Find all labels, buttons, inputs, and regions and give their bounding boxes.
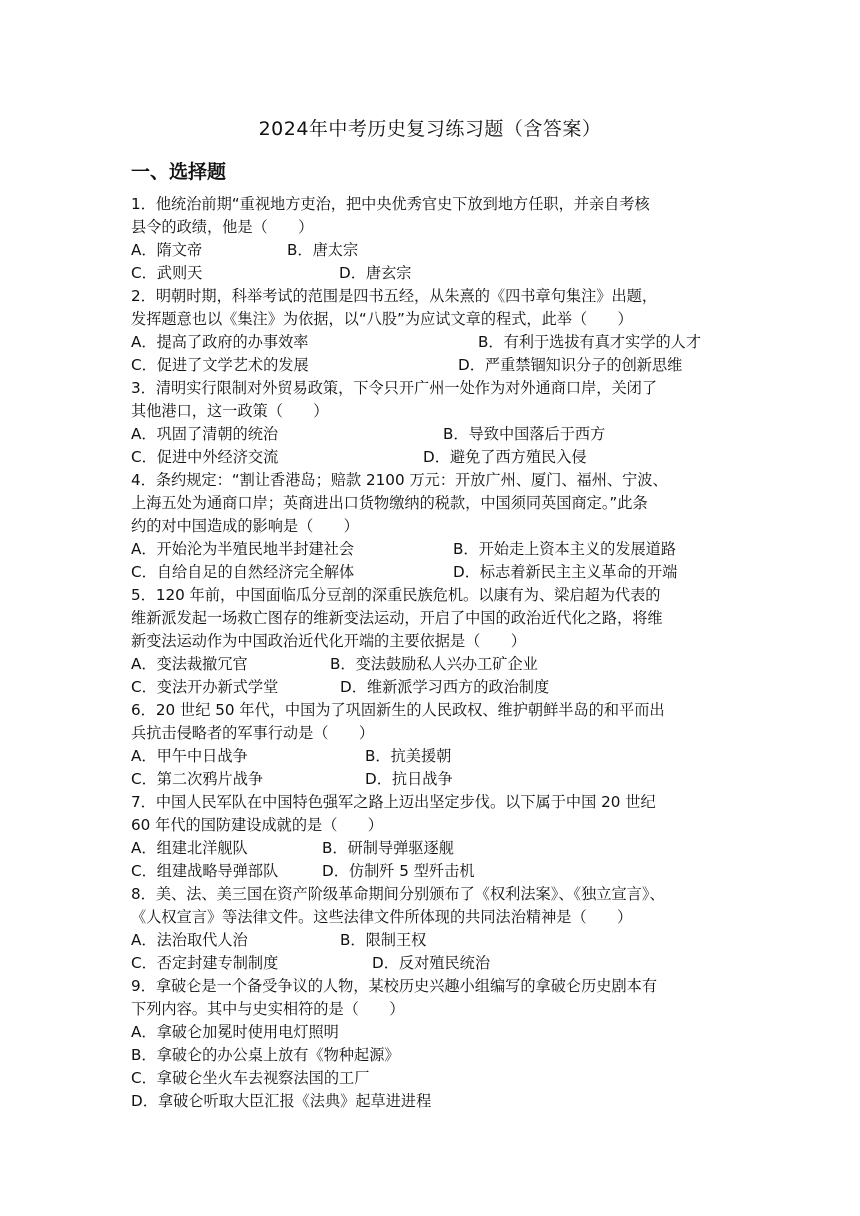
option-row (131, 745, 731, 768)
question-3 (131, 377, 731, 469)
option-row (131, 860, 731, 883)
option-d: D．标志着新民主主义革命的开端 (453, 563, 678, 581)
option-b: B．有利于选拔有真才实学的人才 (478, 333, 702, 351)
question-9 (131, 975, 731, 1113)
option-c: C．拿破仑坐火车去视察法国的工厂 (131, 1069, 370, 1087)
option-a: A．隋文帝 (131, 241, 203, 259)
question-stem: 9．拿破仑是一个备受争议的人物，某校历史兴趣小组编写的拿破仑历史剧本有 (131, 977, 658, 995)
question-stem: 下列内容。其中与史实相符的是（ ） (131, 1000, 405, 1018)
option-d: D．抗日战争 (365, 770, 453, 788)
question-stem: 县令的政绩，他是（ ） (131, 218, 314, 236)
option-d: D．严重禁锢知识分子的创新思维 (458, 356, 683, 374)
question-2 (131, 285, 731, 377)
option-a: A．法治取代人治 (131, 931, 248, 949)
option-c: C．武则天 (131, 264, 203, 282)
option-b: B．研制导弹驱逐舰 (322, 839, 454, 857)
option-row (131, 423, 731, 446)
option-a: A．甲午中日战争 (131, 747, 248, 765)
option-c: C．促进中外经济交流 (131, 448, 279, 466)
option-c: C．自给自足的自然经济完全解体 (131, 563, 355, 581)
option-row (131, 929, 731, 952)
option-d: D．仿制歼 5 型歼击机 (322, 862, 475, 880)
option-d: D．避免了西方殖民入侵 (423, 448, 587, 466)
question-stem: 4．条约规定：“割让香港岛；赔款 2100 万元：开放广州、厦门、福州、宁波、 (131, 471, 668, 489)
option-row (131, 331, 731, 354)
question-stem: 6．20 世纪 50 年代，中国为了巩固新生的人民政权、维护朝鲜半岛的和平而出 (131, 701, 665, 719)
option-row (131, 561, 731, 584)
question-stem: 发挥题意也以《集注》为依据，以“八股”为应试文章的程式，此举（ ） (131, 310, 633, 328)
question-stem: 1．他统治前期“重视地方吏治，把中央优秀官史下放到地方任职，并亲自考核 (131, 195, 650, 213)
option-row (131, 446, 731, 469)
option-a: A．开始沦为半殖民地半封建社会 (131, 540, 355, 558)
option-d: D．维新派学习西方的政治制度 (340, 678, 550, 696)
option-row (131, 354, 731, 377)
option-c: C．组建战略导弹部队 (131, 862, 279, 880)
option-b: B．拿破仑的办公桌上放有《物种起源》 (131, 1046, 400, 1064)
option-a: A．组建北洋舰队 (131, 839, 248, 857)
option-b: B．抗美援朝 (365, 747, 452, 765)
option-row (131, 952, 731, 975)
option-row (131, 768, 731, 791)
question-7 (131, 791, 731, 883)
option-c: C．变法开办新式学堂 (131, 678, 279, 696)
question-8 (131, 883, 731, 975)
option-b: B．限制王权 (340, 931, 427, 949)
option-b: B．导致中国落后于西方 (443, 425, 606, 443)
question-4 (131, 469, 731, 584)
option-a: A．巩固了清朝的统治 (131, 425, 279, 443)
option-c: C．促进了文学艺术的发展 (131, 356, 309, 374)
option-d: D．反对殖民统治 (372, 954, 491, 972)
question-stem: 8．美、法、美三国在资产阶级革命期间分别颁布了《权利法案》、《独立宣言》、 (131, 885, 665, 903)
option-c: C．否定封建专制制度 (131, 954, 279, 972)
section-heading: 一、选择题 (131, 161, 227, 183)
question-stem: 新变法运动作为中国政治近代化开端的主要依据是（ ） (131, 632, 526, 650)
question-stem: 5．120 年前，中国面临瓜分豆剖的深重民族危机。以康有为、梁启超为代表的 (131, 586, 661, 604)
question-stem: 维新派发起一场救亡图存的维新变法运动，开启了中国的政治近代化之路，将维 (131, 609, 663, 627)
option-d: D．拿破仑听取大臣汇报《法典》起草进进程 (131, 1092, 432, 1110)
question-stem: 约的对中国造成的影响是（ ） (131, 517, 359, 535)
question-stem: 上海五处为通商口岸；英商进出口货物缴纳的税款，中国须同英国商定。”此条 (131, 494, 648, 512)
option-row (131, 837, 731, 860)
question-stem: 7．中国人民军队在中国特色强军之路上迈出坚定步伐。以下属于中国 20 世纪 (131, 793, 656, 811)
question-1 (131, 193, 731, 285)
option-row (131, 239, 731, 262)
option-row (131, 676, 731, 699)
option-row (131, 653, 731, 676)
question-stem: 其他港口，这一政策（ ） (131, 402, 329, 420)
option-b: B．变法鼓励私人兴办工矿企业 (330, 655, 538, 673)
option-c: C．第二次鸦片战争 (131, 770, 264, 788)
option-b: B．唐太宗 (287, 241, 359, 259)
question-5 (131, 584, 731, 699)
option-row (131, 538, 731, 561)
page-title: 2024年中考历史复习练习题（含答案） (258, 118, 602, 140)
question-list (131, 193, 731, 1113)
option-b: B．开始走上资本主义的发展道路 (453, 540, 677, 558)
question-stem: 2．明朝时期，科举考试的范围是四书五经，从朱熹的《四书章句集注》出题， (131, 287, 658, 305)
option-a: A．变法裁撤冗官 (131, 655, 248, 673)
option-a: A．提高了政府的办事效率 (131, 333, 309, 351)
question-stem: 兵抗击侵略者的军事行动是（ ） (131, 724, 374, 742)
option-row (131, 262, 731, 285)
question-6 (131, 699, 731, 791)
question-stem: 60 年代的国防建设成就的是（ ） (131, 816, 383, 834)
option-a: A．拿破仑加冕时使用电灯照明 (131, 1023, 339, 1041)
question-stem: 3．清明实行限制对外贸易政策，下令只开广州一处作为对外通商口岸，关闭了 (131, 379, 658, 397)
question-stem: 《人权宣言》等法律文件。这些法律文件所体现的共同法治精神是（ ） (131, 908, 633, 926)
option-d: D．唐玄宗 (339, 264, 412, 282)
